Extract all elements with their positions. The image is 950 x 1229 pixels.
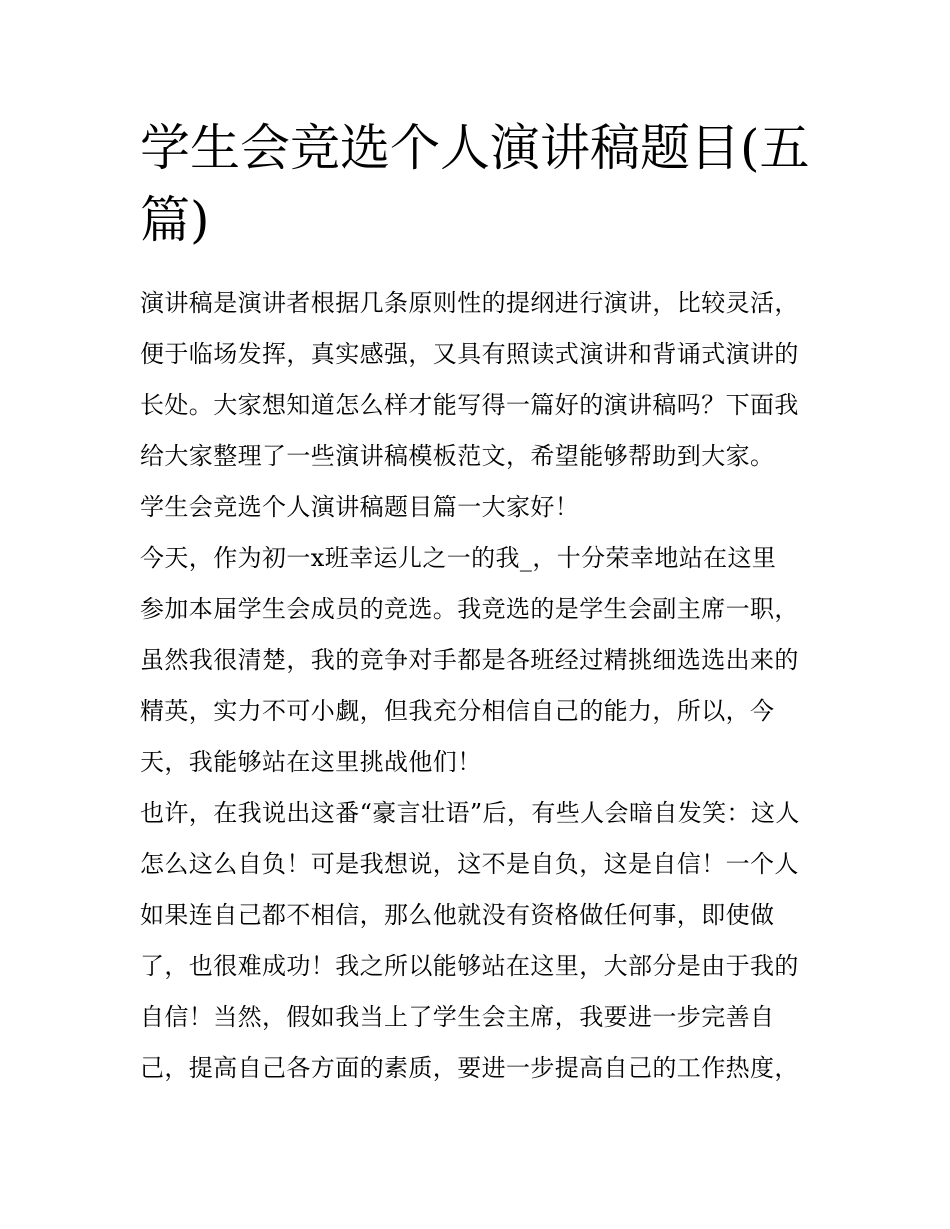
- body-line: 给大家整理了一些演讲稿模板范文，希望能够帮助到大家。: [140, 442, 775, 470]
- document-body: [140, 278, 820, 1094]
- body-line: 了，也很难成功！我之所以能够站在这里，大部分是由于我的: [140, 952, 799, 980]
- body-line: 如果连自己都不相信，那么他就没有资格做任何事，即使做: [140, 901, 775, 929]
- body-line: 便于临场发挥，真实感强，又具有照读式演讲和背诵式演讲的: [140, 340, 799, 368]
- speech-heading-line: 学生会竞选个人演讲稿题目篇一大家好！: [140, 493, 580, 521]
- body-line: 演讲稿是演讲者根据几条原则性的提纲进行演讲，比较灵活，: [140, 289, 799, 317]
- body-line: 精英，实力不可小觑，但我充分相信自己的能力，所以，今: [140, 697, 775, 725]
- document-title: [140, 112, 820, 256]
- body-line: 长处。大家想知道怎么样才能写得一篇好的演讲稿吗？下面我: [140, 391, 799, 419]
- body-line: 参加本届学生会成员的竞选。我竞选的是学生会副主席一职，: [140, 595, 799, 623]
- body-line: 虽然我很清楚，我的竞争对手都是各班经过精挑细选选出来的: [140, 646, 799, 674]
- title-line-2: 篇): [140, 191, 210, 249]
- title-line-1: 学生会竞选个人演讲稿题目(五: [140, 119, 810, 177]
- body-line: 怎么这么自负！可是我想说，这不是自负，这是自信！一个人: [140, 850, 799, 878]
- body-line: 自信！当然，假如我当上了学生会主席，我要进一步完善自: [140, 1003, 775, 1031]
- body-line: 己，提高自己各方面的素质，要进一步提高自己的工作热度，: [140, 1054, 799, 1082]
- body-line: 今天，作为初一x班幸运儿之一的我_，十分荣幸地站在这里: [140, 544, 777, 572]
- body-line: 天，我能够站在这里挑战他们！: [140, 748, 482, 776]
- body-line: 也许，在我说出这番“豪言壮语”后，有些人会暗自发笑：这人: [140, 799, 800, 827]
